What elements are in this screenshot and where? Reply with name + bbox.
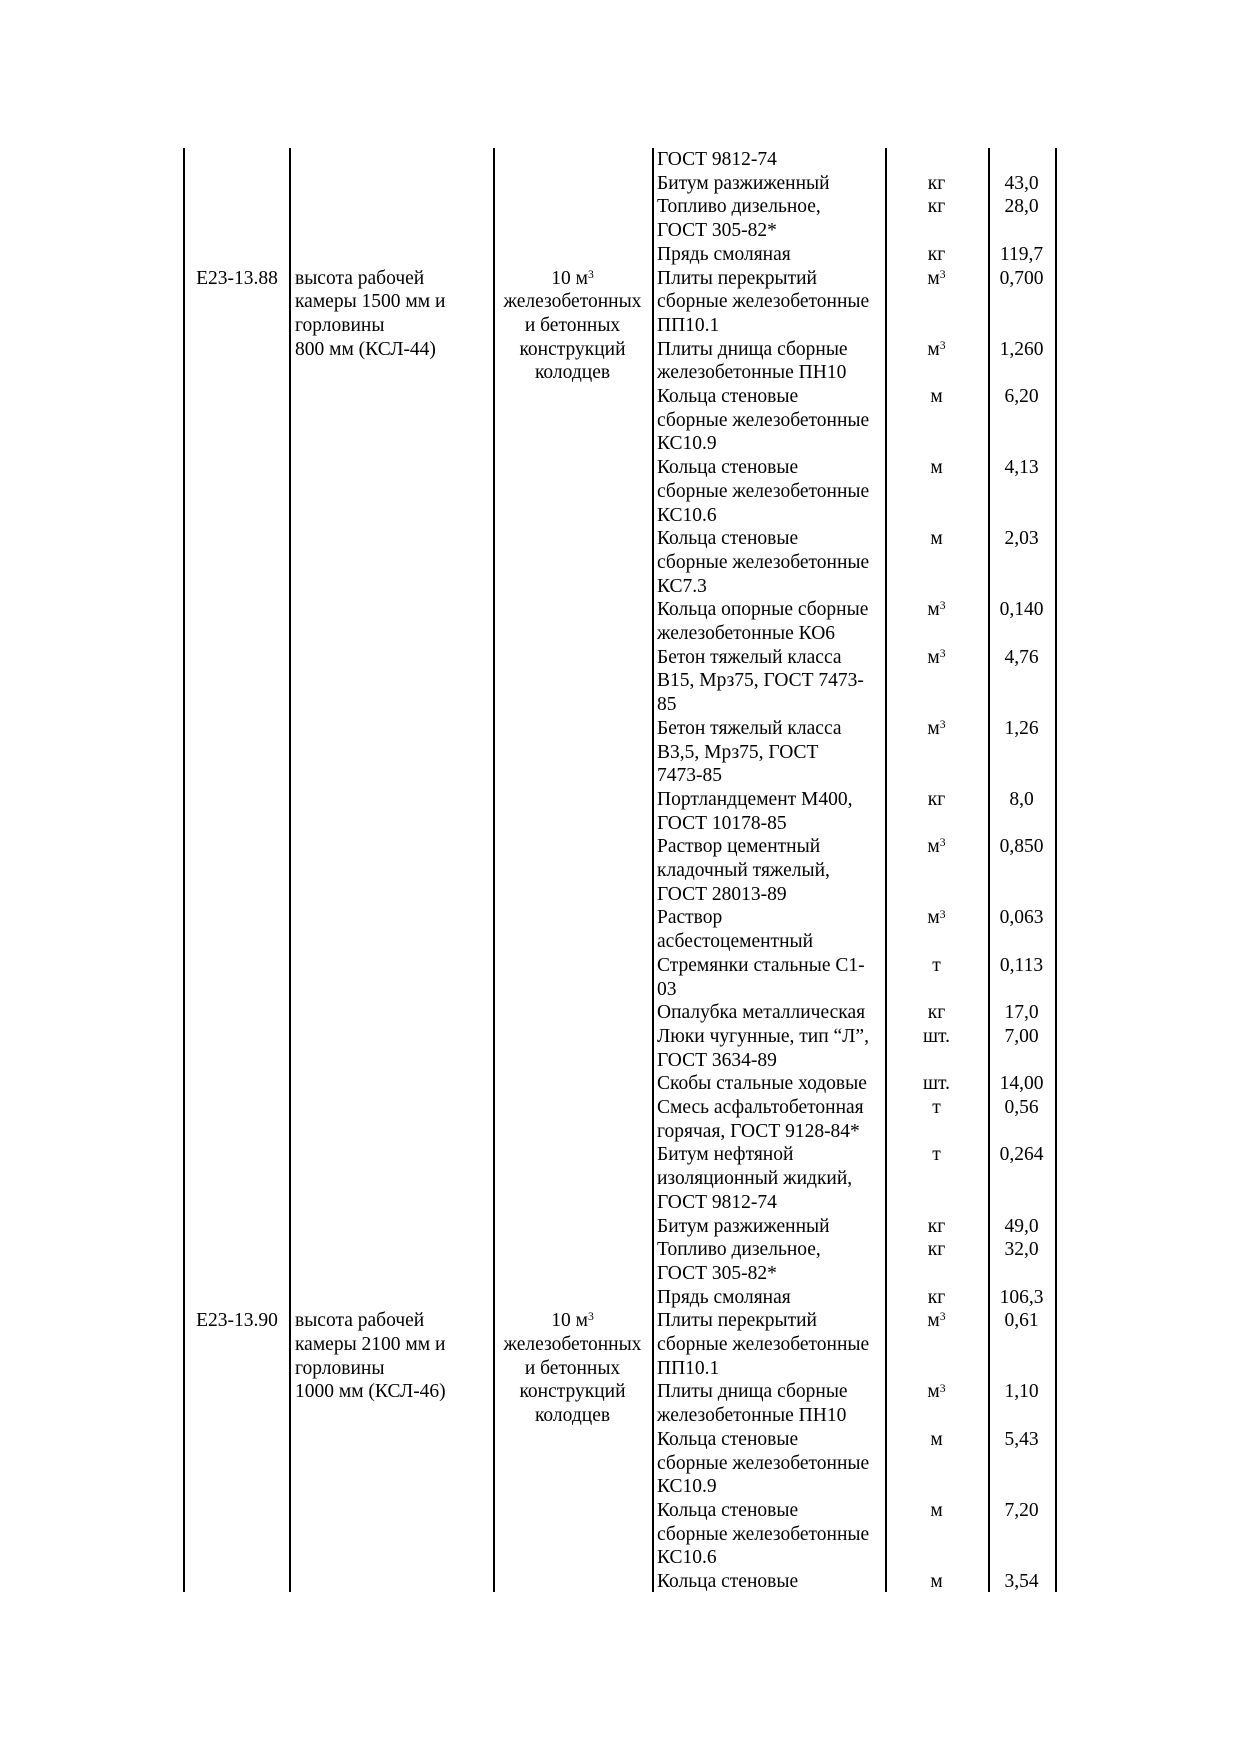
material-unit: м [930,457,943,479]
row-measure-line: и бетонных [524,314,621,336]
material-quantity: 32,0 [1004,1239,1039,1261]
material-name-line: сборные железобетонные [657,480,870,502]
material-unit: $м^3$ [927,717,946,739]
material-name-line: Бетон тяжелый класса [657,646,842,668]
table-vertical-border [289,148,291,1592]
material-name-line: сборные железобетонные [657,1452,870,1474]
material-unit: $м^3$ [927,338,946,360]
row-code: Е23-13.88 [196,267,278,289]
material-name-line: Плиты перекрытий [657,1310,817,1332]
row-description-line: 800 мм (КСЛ-44) [295,338,436,360]
material-unit: $м^3$ [927,836,946,858]
material-name-line: Смесь асфальтобетонная [657,1097,864,1118]
material-quantity: 0,56 [1004,1097,1039,1118]
material-quantity: 7,20 [1004,1499,1039,1521]
material-name-line: Кольца стеновые [657,1571,799,1592]
material-quantity: 4,76 [1004,646,1039,668]
material-name-line: Скобы стальные ходовые [657,1073,867,1095]
quantities-column [990,148,1053,1592]
material-unit: м [930,386,943,407]
row-description-line: камеры 2100 мм и [295,1334,446,1355]
row-measure-line: колодцев [534,1405,611,1427]
row-measure-line: колодцев [534,362,611,384]
material-name-line: Кольца опорные сборные [657,599,869,621]
material-name-line: ГОСТ 10178-85 [657,812,787,834]
row-code: Е23-13.90 [196,1310,278,1332]
material-quantity: 2,03 [1004,528,1039,550]
material-name-line: сборные железобетонные [657,409,870,431]
row-description-line: камеры 1500 мм и [295,291,446,313]
material-unit: $м^3$ [927,267,946,289]
material-name-line: КС10.9 [657,433,717,455]
material-quantity: 1,260 [999,338,1044,360]
table-vertical-border [1055,148,1057,1592]
row-description-line: 1000 мм (КСЛ-46) [295,1381,446,1403]
material-unit: кг [927,1286,946,1308]
material-name-line: горячая, ГОСТ 9128-84* [657,1120,860,1142]
row-measure-line: и бетонных [524,1357,621,1379]
material-name-line: Бетон тяжелый класса [657,717,842,739]
row-measure-line: конструкций [519,338,626,360]
material-name-line: Раствор [657,907,723,929]
material-name-line: 85 [657,694,677,716]
material-unit: кг [927,1002,946,1024]
material-unit: кг [927,196,946,218]
material-quantity: 6,20 [1004,386,1039,407]
material-name-line: железобетонные ПН10 [657,1405,847,1427]
row-description-line: высота рабочей [295,267,425,289]
material-name-line: Кольца стеновые [657,1499,799,1521]
material-name-line: Раствор цементный [657,836,821,858]
material-name-line: Битум нефтяной [657,1144,794,1166]
material-name-line: Люки чугунные, тип “Л”, [657,1025,869,1047]
row-description-line: высота рабочей [295,1310,425,1332]
material-quantity: 5,43 [1004,1428,1039,1450]
material-quantity: 4,13 [1004,457,1039,479]
materials-column [657,148,883,1592]
material-quantity: 28,0 [1004,196,1039,218]
material-name-line: Топливо дизельное, [657,196,821,218]
row-measure-line: железобетонных [503,1334,642,1355]
material-name-line: сборные железобетонные [657,551,870,573]
material-name-line: КС10.6 [657,504,717,526]
material-name-line: сборные железобетонные [657,291,870,313]
material-unit: кг [927,1215,946,1237]
material-name-line: Топливо дизельное, [657,1239,821,1261]
row-description-line: горловины [295,1357,385,1379]
material-name-line: Портландцемент М400, [657,788,853,810]
material-unit: $м^3$ [927,907,946,929]
material-quantity: 8,0 [1009,788,1034,810]
material-name-line: КС10.9 [657,1476,717,1498]
material-name-line: ПП10.1 [657,314,720,336]
material-name-line: изоляционный жидкий, [657,1168,853,1190]
material-name-line: ГОСТ 305-82* [657,1262,777,1284]
material-quantity: 17,0 [1004,1002,1039,1024]
material-name-line: Кольца стеновые [657,457,799,479]
material-name-line: 7473-85 [657,765,722,787]
material-name-line: Кольца стеновые [657,1428,799,1450]
material-name-line: В15, Мрз75, ГОСТ 7473- [657,670,864,692]
norm-table [183,148,1057,1592]
material-name-line: Кольца стеновые [657,528,799,550]
material-quantity: 0,61 [1004,1310,1039,1332]
material-name-line: сборные железобетонные [657,1523,870,1545]
material-unit: шт. [923,1025,950,1047]
material-quantity: 0,850 [999,836,1044,858]
material-quantity: 49,0 [1004,1215,1039,1237]
material-unit: т [932,1097,941,1118]
material-unit: м [930,1571,943,1592]
material-quantity: 119,7 [999,243,1044,265]
material-name-line: Битум разжиженный [657,172,830,194]
material-unit: $м^3$ [927,646,946,668]
material-name-line: ГОСТ 9812-74 [657,1191,777,1213]
material-quantity: 3,54 [1004,1571,1039,1592]
row-measure-line: 10 $м^3$ [551,267,594,289]
material-unit: кг [927,788,946,810]
material-name-line: Битум разжиженный [657,1215,830,1237]
material-name-line: ГОСТ 9812-74 [657,149,777,170]
material-name-line: Плиты днища сборные [657,1381,848,1403]
material-quantity: 0,063 [999,907,1044,929]
material-name-line: Стремянки стальные С1- [657,954,865,976]
table-vertical-border [652,148,654,1592]
material-name-line: ГОСТ 3634-89 [657,1049,777,1071]
material-unit: кг [927,243,946,265]
code-column [185,148,289,1592]
material-unit: т [932,954,941,976]
material-name-line: Плиты перекрытий [657,267,817,289]
material-name-line: железобетонные ПН10 [657,362,847,384]
material-name-line: КС7.3 [657,575,707,597]
material-quantity: 0,264 [999,1144,1044,1166]
units-column [887,148,986,1592]
material-unit: м [930,1499,943,1521]
material-name-line: Кольца стеновые [657,386,799,407]
material-name-line: железобетонные КО6 [657,623,836,644]
material-unit: $м^3$ [927,1381,946,1403]
measure-column [495,148,650,1592]
material-quantity: 43,0 [1004,172,1039,194]
material-quantity: 0,140 [999,599,1044,621]
material-quantity: 1,26 [1004,717,1039,739]
row-measure-line: конструкций [519,1381,626,1403]
material-name-line: сборные железобетонные [657,1334,870,1355]
material-unit: кг [927,1239,946,1261]
material-name-line: асбестоцементный [657,931,814,953]
material-name-line: 03 [657,978,677,1000]
material-unit: т [932,1144,941,1166]
material-name-line: ГОСТ 305-82* [657,220,777,242]
material-name-line: В3,5, Мрз75, ГОСТ [657,741,819,763]
material-unit: $м^3$ [927,599,946,621]
material-name-line: Опалубка металлическая [657,1002,866,1024]
material-quantity: 7,00 [1004,1025,1039,1047]
material-name-line: КС10.6 [657,1547,717,1569]
material-quantity: 14,00 [999,1073,1044,1095]
material-unit: м [930,1428,943,1450]
material-name-line: ГОСТ 28013-89 [657,883,787,905]
material-name-line: ПП10.1 [657,1357,720,1379]
material-quantity: 1,10 [1004,1381,1039,1403]
material-name-line: Прядь смоляная [657,1286,791,1308]
material-unit: шт. [923,1073,950,1095]
material-unit: кг [927,172,946,194]
material-name-line: Плиты днища сборные [657,338,848,360]
material-quantity: 0,700 [999,267,1044,289]
material-name-line: Прядь смоляная [657,243,791,265]
row-description-line: горловины [295,314,385,336]
row-measure-line: железобетонных [503,291,642,313]
material-unit: $м^3$ [927,1310,946,1332]
row-measure-line: 10 $м^3$ [551,1310,594,1332]
material-quantity: 106,3 [999,1286,1044,1308]
material-name-line: кладочный тяжелый, [657,860,830,881]
description-column [295,148,491,1592]
material-unit: м [930,528,943,550]
material-quantity: 0,113 [999,954,1044,976]
